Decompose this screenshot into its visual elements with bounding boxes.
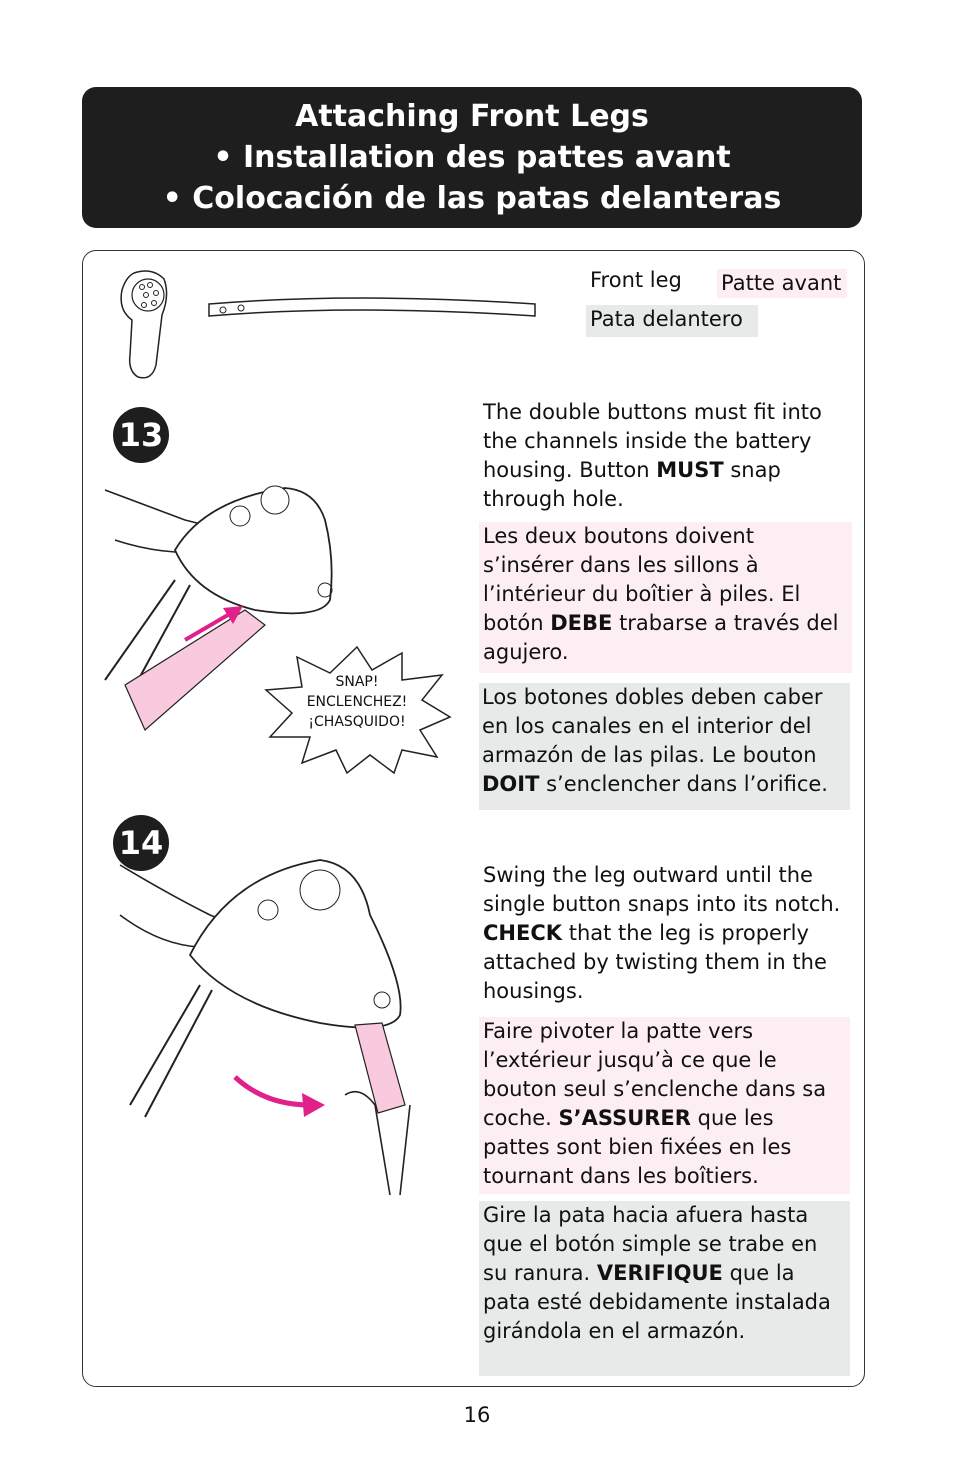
- label-front-leg-en: Front leg: [590, 268, 682, 292]
- page-header: [82, 87, 862, 228]
- step-13-text-en: The double buttons must fit into the channels inside the battery housing. Button MUST snap through hole.: [483, 400, 822, 511]
- snap-text: [282, 672, 432, 732]
- step-14-illustration: [120, 855, 420, 1195]
- emphasis-sassurer: S’ASSURER: [558, 1106, 691, 1130]
- step-14-badge: 14: [113, 815, 169, 871]
- front-leg-illustration: [205, 290, 545, 330]
- emphasis-debe: DEBE: [550, 611, 613, 635]
- snap-fr: ENCLENCHEZ!: [306, 694, 408, 710]
- step-14-text-en: Swing the leg outward until the single button snaps into its notch. CHECK that the leg is properly attached by twisting them in the housings.: [483, 863, 841, 1003]
- snap-es: ¡CHASQUIDO!: [308, 714, 406, 730]
- emphasis-check: CHECK: [483, 921, 563, 945]
- step-13-text-fr: Les deux boutons doivent s’insérer dans les sillons à l’intérieur du boîtier à piles. El botón DEBE trabarse a través del agujero.: [479, 522, 852, 673]
- step-13-badge: 13: [113, 407, 169, 463]
- snap-en: SNAP!: [335, 674, 379, 690]
- title-en: Attaching Front Legs: [295, 99, 649, 134]
- label-front-leg-es: Pata delantero: [586, 305, 758, 337]
- page-number: 16: [463, 1403, 491, 1427]
- battery-housing-illustration: [112, 265, 172, 385]
- step-13-text-es: Los botones dobles deben caber en los canales en el interior del armazón de las pilas. Le bouton DOIT s’enclencher dans l’orifice.: [479, 683, 850, 810]
- emphasis-verifique: VERIFIQUE: [596, 1261, 723, 1285]
- step-14-text-fr: Faire pivoter la patte vers l’extérieur jusqu’à ce que le bouton seul s’enclenche dans sa coche. S’ASSURER que les pattes sont bien fixées en les tournant dans les boîtiers.: [479, 1017, 850, 1194]
- emphasis-doit: DOIT: [482, 772, 540, 796]
- label-front-leg-fr: Patte avant: [717, 269, 847, 298]
- title-fr: • Installation des pattes avant: [213, 140, 731, 175]
- emphasis-must: MUST: [656, 458, 724, 482]
- title-es: • Colocación de las patas delanteras: [162, 181, 782, 216]
- step-14-text-es: Gire la pata hacia afuera hasta que el botón simple se trabe en su ranura. VERIFIQUE que la pata esté debidamente instalada girándola en el armazón.: [479, 1201, 850, 1376]
